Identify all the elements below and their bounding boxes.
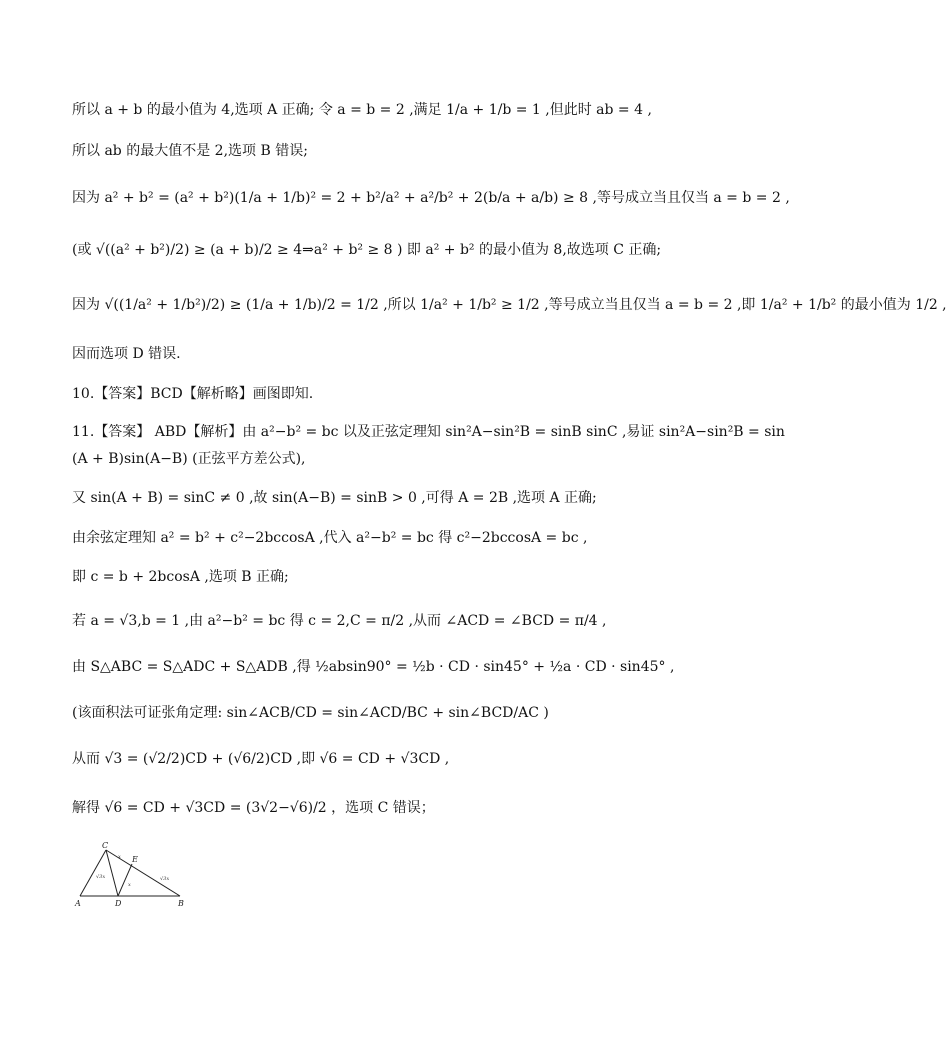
text-line-2: 所以 ab 的最大值不是 2,选项 B 错误; (72, 143, 308, 159)
vertex-a-label: A (75, 899, 81, 908)
text-line-11: 由余弦定理知 a² = b² + c²−2bccosA ,代入 a²−b² = bc 得 c²−2bccosA = bc , (72, 530, 588, 546)
text-line-6: 因而选项 D 错误. (72, 346, 181, 362)
vertex-b-label: B (178, 899, 184, 908)
text-line-9: (A + B)sin(A−B) (正弦平方差公式), (72, 451, 306, 467)
answer-11: 11.【答案】 ABD【解析】由 a²−b² = bc 以及正弦定理知 sin²A−sin²B = sinB sinC ,易证 sin²A−sin²B = sin (72, 424, 785, 440)
answer-10: 10.【答案】BCD【解析略】画图即知. (72, 386, 314, 402)
text-line-17: 解得 √6 = CD + √3CD = (3√2−√6)/2 ，选项 C 错误； (72, 800, 435, 816)
text-line-10: 又 sin(A + B) = sinC ≠ 0 ,故 sin(A−B) = sinB > 0 ,可得 A = 2B ,选项 A 正确; (72, 490, 597, 506)
vertex-c-label: C (102, 841, 109, 850)
vertex-d-label: D (115, 899, 122, 908)
segment-ca (80, 850, 106, 896)
text-line-13: 若 a = √3,b = 1 ,由 a²−b² = bc 得 c = 2,C = π/2 ,从而 ∠ACD = ∠BCD = π/4 , (72, 613, 607, 629)
segment-label-1: √3x (96, 874, 106, 880)
triangle-figure (70, 840, 200, 910)
text-line-16: 从而 √3 = (√2/2)CD + (√6/2)CD ,即 √6 = CD + √3CD , (72, 751, 450, 767)
segment-label-4: √3x (160, 876, 170, 882)
segment-label-3: x (128, 882, 131, 888)
text-line-14: 由 S△ABC = S△ADC + S△ADB ,得 ½absin90° = ½b · CD · sin45° + ½a · CD · sin45° , (72, 659, 675, 675)
segment-de (118, 864, 132, 896)
text-line-4: (或 √((a² + b²)/2) ≥ (a + b)/2 ≥ 4⇒a² + b² ≥ 8 ) 即 a² + b² 的最小值为 8,故选项 C 正确; (72, 242, 662, 258)
text-line-12: 即 c = b + 2bcosA ,选项 B 正确; (72, 569, 289, 585)
text-line-1: 所以 a + b 的最小值为 4,选项 A 正确; 令 a = b = 2 ,满足 1/a + 1/b = 1 ,但此时 ab = 4 , (72, 102, 652, 118)
text-line-15: (该面积法可证张角定理: sin∠ACB/CD = sin∠ACD/BC + sin∠BCD/AC ) (72, 705, 549, 721)
text-line-3: 因为 a² + b² = (a² + b²)(1/a + 1/b)² = 2 + b²/a² + a²/b² + 2(b/a + a/b) ≥ 8 ,等号成立当且仅当 a = b = 2 , (72, 190, 790, 206)
segment-label-2: x (118, 854, 121, 860)
vertex-e-label: E (132, 855, 138, 864)
text-line-5: 因为 √((1/a² + 1/b²)/2) ≥ (1/a + 1/b)/2 = 1/2 ,所以 1/a² + 1/b² ≥ 1/2 ,等号成立当且仅当 a = b = 2 ,即 1/a² + 1/b² 的最小值为 1/2 , (72, 297, 947, 313)
